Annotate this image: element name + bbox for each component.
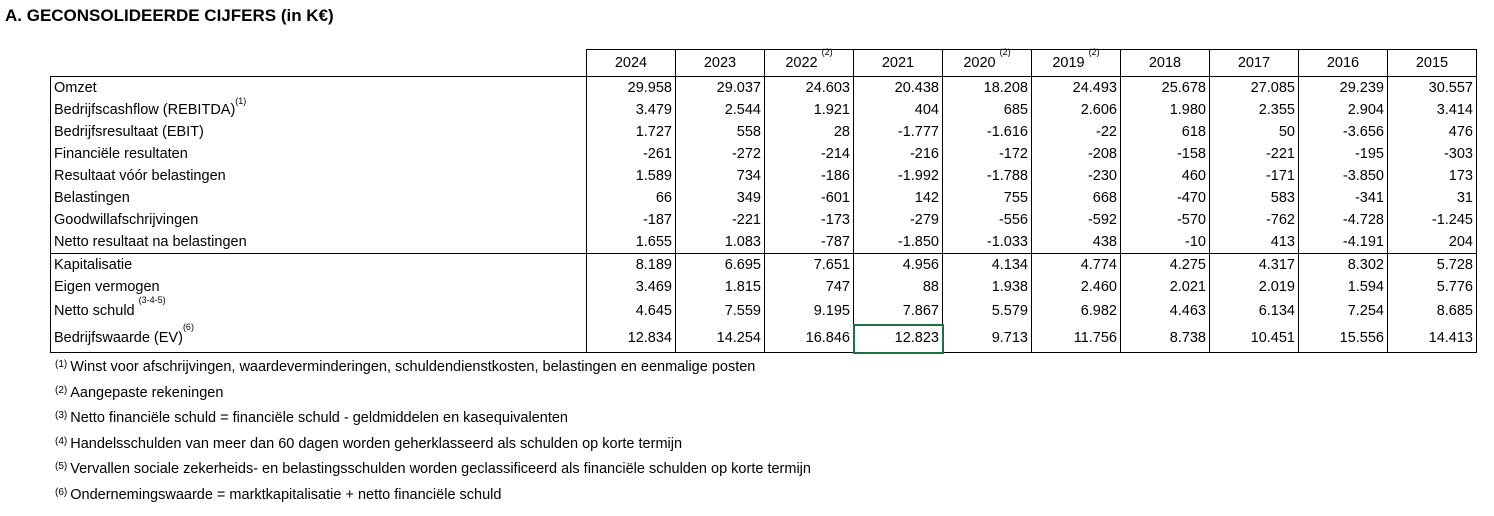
- value-cell[interactable]: 734: [676, 165, 765, 187]
- row-label: Omzet: [54, 80, 97, 96]
- footnote-mark: (2): [55, 384, 68, 396]
- footnote-mark: (6): [55, 486, 68, 498]
- value-cell[interactable]: 2.460: [1032, 276, 1121, 298]
- value-cell[interactable]: 2.021: [1121, 276, 1210, 298]
- year-header-2020[interactable]: [943, 47, 1032, 77]
- value-cell[interactable]: -570: [1121, 209, 1210, 231]
- value-cell[interactable]: -341: [1299, 187, 1388, 209]
- row-label-cell[interactable]: [51, 295, 587, 325]
- year-header-2017[interactable]: [1210, 50, 1299, 77]
- year-header-2016[interactable]: [1299, 50, 1388, 77]
- year-label: 2022: [785, 55, 818, 71]
- value-cell[interactable]: -3.850: [1299, 165, 1388, 187]
- value-cell[interactable]: 1.655: [587, 231, 676, 254]
- value-cell[interactable]: 618: [1121, 121, 1210, 143]
- value-cell[interactable]: -171: [1210, 165, 1299, 187]
- value-cell[interactable]: 12.834: [587, 325, 676, 353]
- value-cell[interactable]: 204: [1388, 231, 1477, 254]
- value-cell[interactable]: 10.451: [1210, 325, 1299, 353]
- value-cell[interactable]: -186: [765, 165, 854, 187]
- value-cell[interactable]: 3.469: [587, 276, 676, 298]
- row-label-cell[interactable]: [51, 209, 587, 231]
- value-cell[interactable]: -22: [1032, 121, 1121, 143]
- year-label: 2020: [963, 55, 996, 71]
- footnote: [55, 434, 811, 460]
- year-header-2015[interactable]: [1388, 50, 1477, 77]
- footnote-text: Handelsschulden van meer dan 60 dagen worden geherklasseerd als schulden op korte termijn: [70, 435, 683, 452]
- year-header-2022[interactable]: [765, 47, 854, 77]
- year-header-2024[interactable]: [587, 50, 676, 77]
- value-cell[interactable]: 8.738: [1121, 325, 1210, 353]
- value-cell[interactable]: 14.254: [676, 325, 765, 353]
- value-cell[interactable]: 2.904: [1299, 99, 1388, 121]
- value-cell[interactable]: -1.245: [1388, 209, 1477, 231]
- financial-table: [50, 49, 1477, 353]
- row-label-cell[interactable]: [51, 187, 587, 209]
- value-cell[interactable]: 66: [587, 187, 676, 209]
- value-cell[interactable]: 4.774: [1032, 254, 1121, 277]
- row-label: Netto resultaat na belastingen: [54, 234, 247, 250]
- value-cell[interactable]: 4.645: [587, 298, 676, 325]
- value-cell[interactable]: 142: [854, 187, 943, 209]
- value-cell[interactable]: -1.777: [854, 121, 943, 143]
- value-cell[interactable]: 2.019: [1210, 276, 1299, 298]
- year-label: 2019: [1052, 55, 1085, 71]
- value-cell[interactable]: -216: [854, 143, 943, 165]
- value-cell[interactable]: 11.756: [1032, 325, 1121, 353]
- value-cell[interactable]: 6.982: [1032, 298, 1121, 325]
- header-row: [51, 50, 1477, 77]
- year-header-2019[interactable]: [1032, 47, 1121, 77]
- value-cell[interactable]: 685: [943, 99, 1032, 121]
- value-cell[interactable]: -787: [765, 231, 854, 254]
- value-cell[interactable]: 4.463: [1121, 298, 1210, 325]
- footnote: [55, 408, 811, 434]
- value-cell[interactable]: 24.493: [1032, 77, 1121, 100]
- row-label-cell[interactable]: [51, 254, 587, 277]
- year-label: 2023: [703, 55, 737, 71]
- value-cell[interactable]: -592: [1032, 209, 1121, 231]
- footnote: [55, 485, 811, 511]
- row-footnote-mark: (6): [182, 322, 194, 332]
- row-label: Netto schuld: [54, 303, 139, 319]
- value-cell[interactable]: 413: [1210, 231, 1299, 254]
- footnote: [55, 459, 811, 485]
- row-label: Goodwillafschrijvingen: [54, 212, 199, 228]
- year-label: 2015: [1415, 55, 1449, 71]
- value-cell[interactable]: -221: [676, 209, 765, 231]
- table-row: [51, 231, 1477, 254]
- row-label: Eigen vermogen: [54, 279, 160, 295]
- value-cell[interactable]: 88: [854, 276, 943, 298]
- value-cell[interactable]: -1.992: [854, 165, 943, 187]
- value-cell[interactable]: 404: [854, 99, 943, 121]
- table-row: [51, 121, 1477, 143]
- value-cell[interactable]: 16.846: [765, 325, 854, 353]
- footnote-text: Vervallen sociale zekerheids- en belastingsschulden worden geclassificeerd als financiële schulden op korte termijn: [70, 461, 811, 477]
- value-cell[interactable]: -214: [765, 143, 854, 165]
- value-cell[interactable]: -470: [1121, 187, 1210, 209]
- row-label: Belastingen: [54, 190, 130, 206]
- value-cell[interactable]: 15.556: [1299, 325, 1388, 353]
- value-cell[interactable]: 438: [1032, 231, 1121, 254]
- value-cell[interactable]: 25.678: [1121, 77, 1210, 100]
- footnote: [55, 383, 811, 409]
- value-cell[interactable]: 1.921: [765, 99, 854, 121]
- value-cell[interactable]: -221: [1210, 143, 1299, 165]
- value-cell[interactable]: 668: [1032, 187, 1121, 209]
- footnote-text: Winst voor afschrijvingen, waardeverminderingen, schuldendienstkosten, belastingen en eenmalige posten: [70, 359, 756, 375]
- value-cell[interactable]: -279: [854, 209, 943, 231]
- footnote-mark: (4): [55, 435, 68, 447]
- value-cell[interactable]: 5.579: [943, 298, 1032, 325]
- value-cell[interactable]: 9.713: [943, 325, 1032, 353]
- value-cell[interactable]: 349: [676, 187, 765, 209]
- year-label: 2018: [1148, 55, 1182, 71]
- value-cell[interactable]: 2.355: [1210, 99, 1299, 121]
- value-cell[interactable]: -4.191: [1299, 231, 1388, 254]
- value-cell[interactable]: 3.414: [1388, 99, 1477, 121]
- value-cell[interactable]: 50: [1210, 121, 1299, 143]
- row-label: Financiële resultaten: [54, 146, 188, 162]
- value-cell[interactable]: 12.823: [854, 325, 943, 353]
- table-row: [51, 187, 1477, 209]
- year-footnote-mark: (2): [999, 47, 1011, 57]
- value-cell[interactable]: 4.956: [854, 254, 943, 277]
- value-cell[interactable]: 24.603: [765, 77, 854, 100]
- value-cell[interactable]: 8.189: [587, 254, 676, 277]
- value-cell[interactable]: 1.083: [676, 231, 765, 254]
- row-label: Bedrijfswaarde (EV): [54, 330, 183, 346]
- table-row: [51, 77, 1477, 100]
- value-cell[interactable]: 28: [765, 121, 854, 143]
- value-cell[interactable]: 4.317: [1210, 254, 1299, 277]
- row-label: Bedrijfsresultaat (EBIT): [54, 124, 204, 140]
- year-label: 2016: [1326, 55, 1360, 71]
- value-cell[interactable]: -601: [765, 187, 854, 209]
- value-cell[interactable]: 29.239: [1299, 77, 1388, 100]
- year-header-2023[interactable]: [676, 50, 765, 77]
- footnote-text: Aangepaste rekeningen: [70, 384, 224, 401]
- row-label-cell[interactable]: [51, 77, 587, 100]
- table-row: [51, 325, 1477, 353]
- value-cell[interactable]: 7.559: [676, 298, 765, 325]
- value-cell[interactable]: 29.037: [676, 77, 765, 100]
- year-label: 2017: [1237, 55, 1271, 71]
- value-cell[interactable]: -1.616: [943, 121, 1032, 143]
- value-cell[interactable]: 4.134: [943, 254, 1032, 277]
- row-label-cell[interactable]: [51, 143, 587, 165]
- value-cell[interactable]: 7.867: [854, 298, 943, 325]
- year-header-2018[interactable]: [1121, 50, 1210, 77]
- table-row: [51, 298, 1477, 325]
- value-cell[interactable]: 2.606: [1032, 99, 1121, 121]
- value-cell[interactable]: -3.656: [1299, 121, 1388, 143]
- value-cell[interactable]: 4.275: [1121, 254, 1210, 277]
- value-cell[interactable]: 1.594: [1299, 276, 1388, 298]
- value-cell[interactable]: 8.302: [1299, 254, 1388, 277]
- row-label-cell[interactable]: [51, 322, 587, 353]
- row-label-cell[interactable]: [51, 165, 587, 187]
- value-cell[interactable]: 476: [1388, 121, 1477, 143]
- row-label: Resultaat vóór belastingen: [54, 168, 226, 184]
- value-cell[interactable]: -187: [587, 209, 676, 231]
- footnote-mark: (3): [55, 410, 68, 421]
- year-header-2021[interactable]: [854, 50, 943, 77]
- year-label: 2021: [881, 55, 915, 71]
- footnote: [55, 357, 811, 383]
- table-row: [51, 143, 1477, 165]
- value-cell[interactable]: 558: [676, 121, 765, 143]
- value-cell[interactable]: 460: [1121, 165, 1210, 187]
- header-blank-cell: [51, 50, 587, 77]
- footnote-text: Netto financiële schuld = financiële schuld - geldmiddelen en kasequivalenten: [70, 410, 568, 426]
- value-cell[interactable]: -4.728: [1299, 209, 1388, 231]
- year-footnote-mark: (2): [1088, 47, 1100, 57]
- row-label-cell[interactable]: [51, 276, 587, 298]
- value-cell[interactable]: 31: [1388, 187, 1477, 209]
- value-cell[interactable]: -762: [1210, 209, 1299, 231]
- value-cell[interactable]: -1.788: [943, 165, 1032, 187]
- value-cell[interactable]: 173: [1388, 165, 1477, 187]
- footnotes: [55, 357, 811, 510]
- value-cell[interactable]: -303: [1388, 143, 1477, 165]
- value-cell[interactable]: -172: [943, 143, 1032, 165]
- value-cell[interactable]: 755: [943, 187, 1032, 209]
- value-cell[interactable]: -195: [1299, 143, 1388, 165]
- row-label-cell[interactable]: [51, 96, 587, 121]
- value-cell[interactable]: 747: [765, 276, 854, 298]
- value-cell[interactable]: -208: [1032, 143, 1121, 165]
- value-cell[interactable]: 583: [1210, 187, 1299, 209]
- table-row: [51, 99, 1477, 121]
- value-cell[interactable]: 7.651: [765, 254, 854, 277]
- value-cell[interactable]: -10: [1121, 231, 1210, 254]
- value-cell[interactable]: 29.958: [587, 77, 676, 100]
- footnote-text: Ondernemingswaarde = marktkapitalisatie + netto financiële schuld: [70, 486, 502, 503]
- row-label-cell[interactable]: [51, 121, 587, 143]
- value-cell[interactable]: 27.085: [1210, 77, 1299, 100]
- value-cell[interactable]: 6.695: [676, 254, 765, 277]
- table-row: [51, 254, 1477, 277]
- year-footnote-mark: (2): [821, 47, 833, 57]
- value-cell[interactable]: 5.728: [1388, 254, 1477, 277]
- value-cell[interactable]: 1.980: [1121, 99, 1210, 121]
- value-cell[interactable]: -261: [587, 143, 676, 165]
- table-row: [51, 209, 1477, 231]
- footnote-mark: (5): [55, 461, 68, 472]
- row-label: Bedrijfscashflow (REBITDA): [54, 102, 236, 118]
- table-row: [51, 276, 1477, 298]
- value-cell[interactable]: 5.776: [1388, 276, 1477, 298]
- value-cell[interactable]: 18.208: [943, 77, 1032, 100]
- value-cell[interactable]: 3.479: [587, 99, 676, 121]
- value-cell[interactable]: 1.938: [943, 276, 1032, 298]
- value-cell[interactable]: -1.033: [943, 231, 1032, 254]
- value-cell[interactable]: 30.557: [1388, 77, 1477, 100]
- value-cell[interactable]: 6.134: [1210, 298, 1299, 325]
- value-cell[interactable]: 7.254: [1299, 298, 1388, 325]
- value-cell[interactable]: -272: [676, 143, 765, 165]
- value-cell[interactable]: 20.438: [854, 77, 943, 100]
- value-cell[interactable]: 2.544: [676, 99, 765, 121]
- value-cell[interactable]: -1.850: [854, 231, 943, 254]
- value-cell[interactable]: 1.727: [587, 121, 676, 143]
- value-cell[interactable]: -158: [1121, 143, 1210, 165]
- year-label: 2024: [614, 55, 648, 71]
- value-cell[interactable]: 8.685: [1388, 298, 1477, 325]
- row-footnote-mark: (3-4-5): [138, 295, 166, 305]
- value-cell[interactable]: 14.413: [1388, 325, 1477, 353]
- value-cell[interactable]: -230: [1032, 165, 1121, 187]
- table-row: [51, 165, 1477, 187]
- value-cell[interactable]: 1.815: [676, 276, 765, 298]
- row-label-cell[interactable]: [51, 231, 587, 254]
- row-label: Kapitalisatie: [54, 257, 133, 273]
- row-footnote-mark: (1): [235, 96, 247, 106]
- value-cell[interactable]: 1.589: [587, 165, 676, 187]
- footnote-mark: (1): [55, 359, 68, 370]
- value-cell[interactable]: -556: [943, 209, 1032, 231]
- value-cell[interactable]: -173: [765, 209, 854, 231]
- value-cell[interactable]: 9.195: [765, 298, 854, 325]
- page-title: A. GECONSOLIDEERDE CIJFERS (in K€): [5, 6, 334, 25]
